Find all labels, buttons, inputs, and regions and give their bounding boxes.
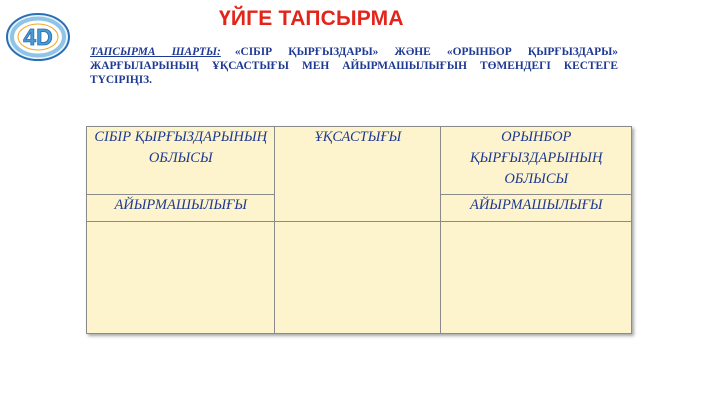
logo-text: 4D	[23, 24, 53, 50]
subheader-difference-siberia: АЙЫРМАШЫЛЫҒЫ	[87, 195, 275, 222]
page-title: ҮЙГЕ ТАПСЫРМА	[219, 7, 404, 30]
task-instructions	[90, 45, 618, 87]
table-row	[87, 127, 632, 195]
answer-cell-orenburg[interactable]	[441, 222, 632, 334]
subheader-difference-orenburg: АЙЫРМАШЫЛЫҒЫ	[441, 195, 632, 222]
table-row	[87, 222, 632, 334]
header-orenburg: ОРЫНБОР ҚЫРҒЫЗДАРЫНЫҢ ОБЛЫСЫ	[441, 127, 632, 195]
task-label: ТАПСЫРМА ШАРТЫ:	[90, 46, 221, 58]
header-similarity: ҰҚСАСТЫҒЫ	[275, 127, 441, 222]
answer-cell-siberia[interactable]	[87, 222, 275, 334]
answer-cell-similarity[interactable]	[275, 222, 441, 334]
task-text: «СІБІР ҚЫРҒЫЗДАРЫ» ЖӘНЕ «ОРЫНБОР ҚЫРҒЫЗДАРЫ» ЖАРҒЫЛАРЫНЫҢ ҰҚСАСТЫҒЫ МЕН АЙЫРМАШЫЛЫҒЫН ТӨМЕНДЕГІ КЕСТЕГЕ ТҮСІРІҢІЗ.	[90, 46, 618, 86]
comparison-table	[86, 126, 632, 334]
header-siberia: СІБІР ҚЫРҒЫЗДАРЫНЫҢ ОБЛЫСЫ	[87, 127, 275, 195]
4d-logo	[4, 10, 72, 64]
